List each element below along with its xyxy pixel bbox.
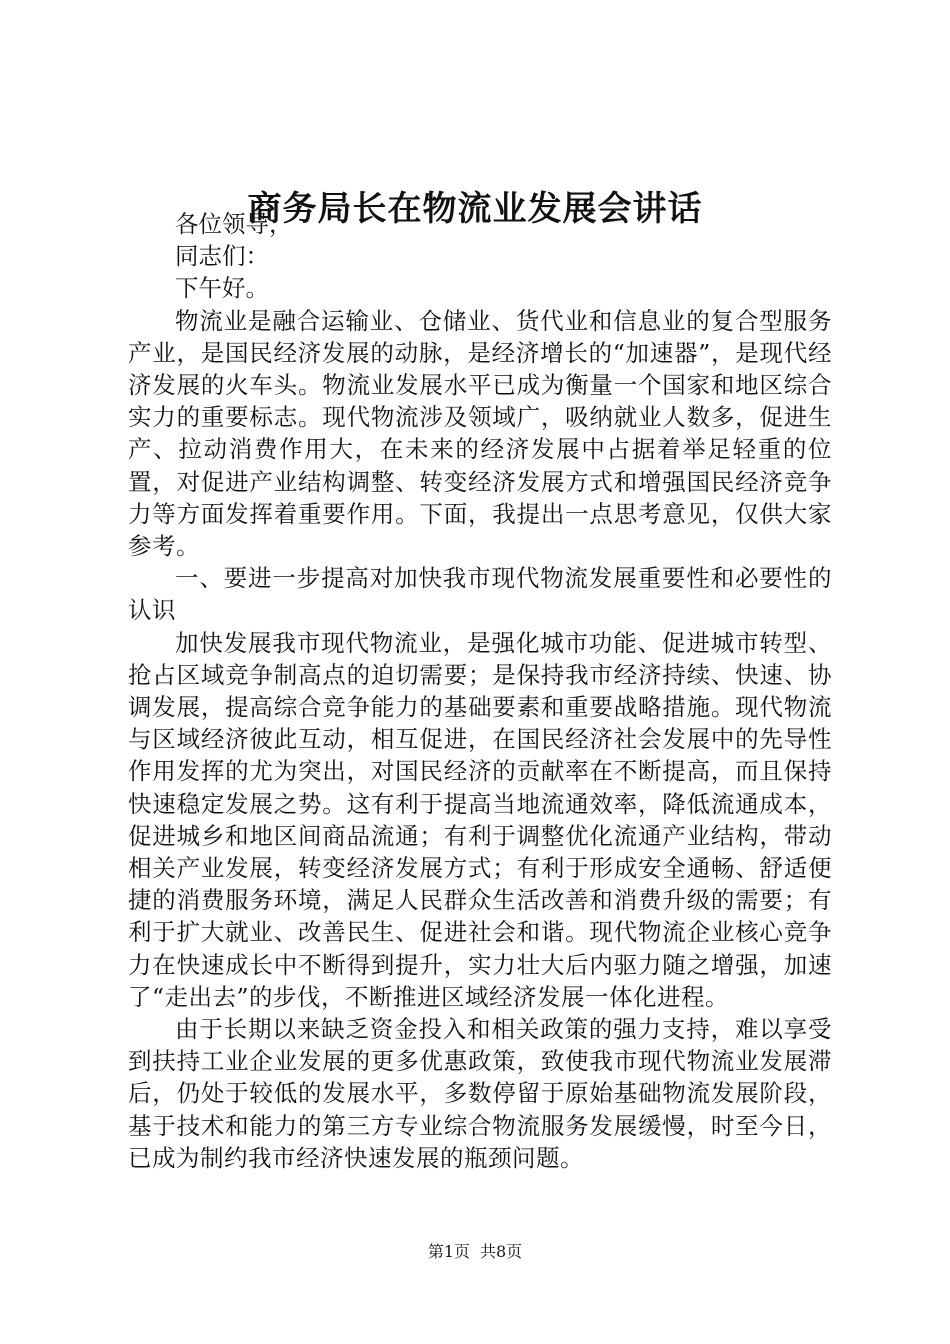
body-paragraph: 物流业是融合运输业、仓储业、货代业和信息业的复合型服务产业，是国民经济发展的动脉，是经济增长的“加速器”，是现代经济发展的火车头。物流业发展水平已成为衡量一个国家和地区综合实力的重要标志。现代物流涉及领域广，吸纳就业人数多，促进生产、拉动消费作用大，在未来的经济发展中占据着举足轻重的位置，对促进产业结构调整、转变经济发展方式和增强国民经济竞争力等方面发挥着重要作用。下面，我提出一点思考意见，仅供大家参考。 xyxy=(128,306,832,561)
greeting-line: 同志们： xyxy=(175,242,269,271)
page-number: 第1页 xyxy=(427,1242,470,1261)
section-heading: 一、要进一步提高对加快我市现代物流发展重要性和必要性的认识 xyxy=(128,564,832,625)
page-total: 共8页 xyxy=(480,1242,523,1261)
body-paragraph: 由于长期以来缺乏资金投入和相关政策的强力支持，难以享受到扶持工业企业发展的更多优惠政策，致使我市现代物流业发展滞后，仍处于较低的发展水平，多数停留于原始基础物流发展阶段，基于技术和能力的第三方专业综合物流服务发展缓慢，时至今日，已成为制约我市经济快速发展的瓶颈问题。 xyxy=(128,1015,832,1172)
document-body xyxy=(128,208,832,1174)
page-footer xyxy=(0,1241,950,1263)
greeting-line: 下午好。 xyxy=(175,274,269,303)
body-paragraph: 加快发展我市现代物流业，是强化城市功能、促进城市转型、抢占区域竞争制高点的迫切需要；是保持我市经济持续、快速、协调发展，提高综合竞争能力的基础要素和重要战略措施。现代物流与区域经济彼此互动，相互促进，在国民经济社会发展中的先导性作用发挥的尤为突出，对国民经济的贡献率在不断提高，而且保持快速稳定发展之势。这有利于提高当地流通效率，降低流通成本，促进城乡和地区间商品流通；有利于调整优化流通产业结构，带动相关产业发展，转变经济发展方式；有利于形成安全通畅、舒适便捷的消费服务环境，满足人民群众生活改善和消费升级的需要；有利于扩大就业、改善民生、促进社会和谐。现代物流企业核心竞争力在快速成长中不断得到提升，实力壮大后内驱力随之增强，加速了“走出去”的步伐，不断推进区域经济发展一体化进程。 xyxy=(128,628,832,1011)
document-title: 商务局长在物流业发展会讲话 xyxy=(247,189,703,229)
greeting-line: 各位领导， xyxy=(175,210,293,238)
